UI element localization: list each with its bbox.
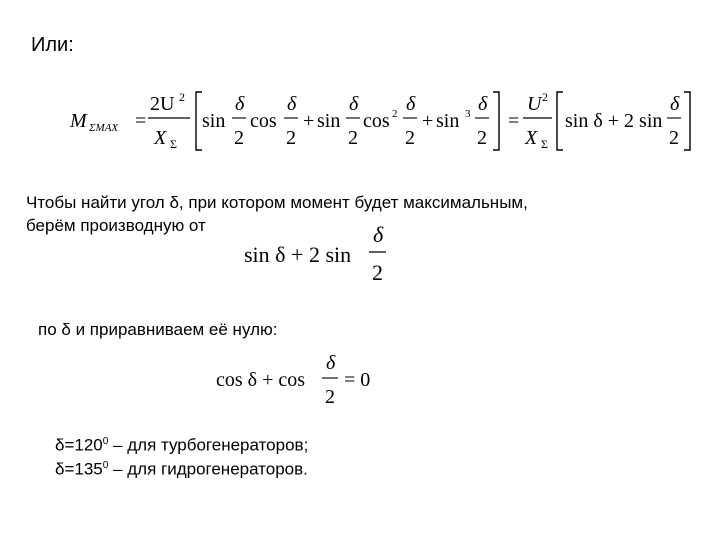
t3-fn: sin xyxy=(317,110,341,132)
f2-den: 2 xyxy=(372,260,383,285)
plus-1: + xyxy=(303,110,315,132)
frac1-sup: 2 xyxy=(179,90,185,104)
paragraph-line-2: берём производную от xyxy=(26,216,206,235)
t1-num: δ xyxy=(235,93,245,115)
t4-fn: cos xyxy=(363,110,390,132)
plus-2: + xyxy=(422,110,434,132)
t3-num: δ xyxy=(349,93,359,115)
r1-expr: sin δ + 2 sin xyxy=(565,110,663,132)
t1-den: 2 xyxy=(234,127,244,149)
frac2-numerator: U xyxy=(527,93,542,115)
result-hydro: $\delta=135^0$ – для гидрогенераторов. xyxy=(55,459,308,479)
t5-fn: sin xyxy=(436,110,460,132)
formula-derivative-target xyxy=(240,222,410,288)
frac1-denominator: X xyxy=(154,127,167,149)
t3-den: 2 xyxy=(348,127,358,149)
f3-left: cos δ + cos xyxy=(216,369,306,391)
frac1-den-sub: Σ xyxy=(170,137,177,151)
formula-max-torque xyxy=(62,88,702,156)
t4-num: δ xyxy=(406,93,416,115)
r1-num: δ xyxy=(670,93,680,115)
frac1-numerator: 2U xyxy=(150,93,175,115)
formula-derivative-zero xyxy=(212,352,387,412)
f2-num: δ xyxy=(373,222,384,247)
t5-num: δ xyxy=(478,93,488,115)
t5-den: 2 xyxy=(477,127,487,149)
r1-den: 2 xyxy=(669,127,679,149)
frac2-denominator: X xyxy=(525,127,538,149)
paragraph-line-1: Чтобы найти угол δ, при котором момент будет максимальным, xyxy=(26,193,528,212)
t1-fn: sin xyxy=(202,110,226,132)
sentence-2: по δ и приравниваем её нулю: xyxy=(38,320,278,339)
f3-den: 2 xyxy=(325,386,335,408)
t4-sup: 2 xyxy=(392,108,398,120)
f3-right: = 0 xyxy=(344,369,371,391)
f2-left: sin δ + 2 sin xyxy=(244,242,352,267)
t4-den: 2 xyxy=(405,127,415,149)
frac2-sup: 2 xyxy=(542,90,548,104)
t2-fn: cos xyxy=(250,110,277,132)
equals-2: = xyxy=(508,110,520,132)
equals-1: = xyxy=(135,110,147,132)
symbol-m: M xyxy=(70,110,87,132)
result-turbo: $\delta=120^0$ – для турбогенераторов; xyxy=(55,435,309,455)
t5-sup: 3 xyxy=(465,108,471,120)
symbol-m-sub: ΣMAX xyxy=(89,122,119,134)
t2-den: 2 xyxy=(286,127,296,149)
t2-num: δ xyxy=(287,93,297,115)
frac2-den-sub: Σ xyxy=(541,137,548,151)
heading: Или: xyxy=(31,34,74,56)
f3-num: δ xyxy=(326,352,336,374)
